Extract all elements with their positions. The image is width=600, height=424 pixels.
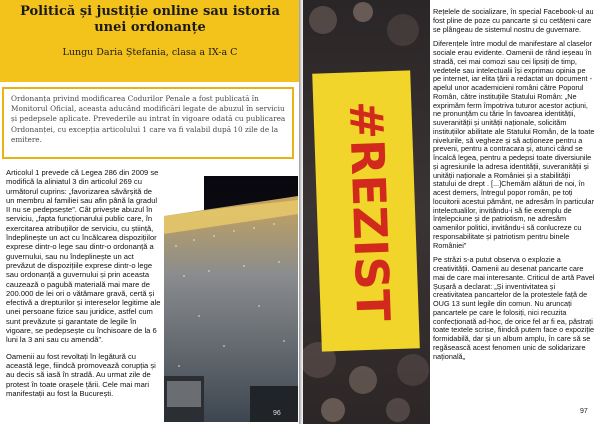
protest-crowd-image: [164, 176, 298, 422]
rezist-sign-image: [303, 0, 430, 424]
page-number-right: 97: [580, 408, 588, 415]
right-paragraph: Pe străzi s-a putut observa o explozie a creativității. Oamenii au desenat pancarte care mai de care mai interesante. Criticul de artă Pavel Șușară a declarat: „Și inventivitatea și creativitatea pancartelor de la protestele față de OUG 13 sunt legile din comun. Nu aruncați pancartele pe care le folosiți, nici recuzita confecționată ad-hoc, de orice fel ar fi ea, păstrați toate textele scrise, fiindcă putem face o expoziție formidabilă, dar și un album amplu, în care să se regăsească acest fenomen unic de solidarizare națională„: [433, 255, 595, 361]
abstract-text: Ordonanța privind modificarea Codurilor Penale a fost publicată în Monitorul Oficial, aceasta aducând modificări legate de abuzul în serviciu și pedepsele aplicate. Prevederile au intrat în vigoare odată cu publicarea Ordonanței, cu excepția articolului 1 care va fi valabil după 10 zile de la emitere.: [11, 94, 286, 144]
right-column: [433, 8, 595, 367]
article-author: Lungu Daria Ștefania, clasa a IX-a C: [62, 47, 238, 58]
rezist-sign-photo: [303, 0, 430, 424]
right-paragraph: Rețelele de socializare, în special Facebook-ul au fost pline de poze cu pancarte și cu cetățeni care se plângeau de sistemul nostru de guvernare.: [433, 7, 594, 34]
abstract-box: [2, 87, 294, 159]
right-page: [303, 0, 600, 424]
right-paragraph: Diferențele între modul de manifestare al claselor sociale erau evidente. Oamenii de rând ieșeau în stradă, cei mai comozi sau cei lipsiți de timp, vedetele sau intelectualii își exprimau opinia pe pe internet, iar elita țării a redactat un document - apelul unor academicieni români către Poporul Român, către instituțiile Statului Român: „Ne exprimăm ferm împotriva tuturor acestor acțiuni, ne pronunțăm cu tărie în favoarea identității, suveranității și unității naționale, solicităm instituțiilor abilitate ale Statului Român, de la toate nivelurile, să vegheze și să acționeze pentru a preveni, pentru a contracara și, atunci când se încalcă legea, pentru a pedepsi toate diversiunile și agresiunile la adresa identității, suveranității și unității naționale a României și a stabilității statului de drept . [...]Chemăm alături de noi, în acest demers, întregul popor român, pe toți locuitorii acestui pământ, ne adresăm în particular intelectualilor, invitându-i să fie exemplu de înțelepciune și de patriotism, ne adresăm oamenilor politici, invitându-i să conlucreze cu responsabilitate și patriotism pentru binele României”: [433, 39, 595, 250]
title-banner: [0, 0, 300, 82]
article-title: Politică și justiție online sau istoria unei ordonanțe: [20, 4, 280, 35]
left-column: [6, 168, 162, 405]
protest-crowd-photo: [164, 176, 298, 422]
page-number-left: 96: [273, 410, 281, 417]
left-paragraph: Oamenii au fost revoltați în legătură cu această lege, fiindcă promovează corupția și au decis să iasă în stradă. Au urmat zile de protest în toate orașele țării. Cele mai mari manifestații au fost la București.: [6, 351, 156, 398]
rezist-sign-text: #REZIST: [338, 99, 401, 322]
left-paragraph: Articolul 1 prevede că Legea 286 din 2009 se modifică la aliniatul 3 din articolul 269 cu următorul cuprins: „favorizarea săvârșită de un membru al familiei sau afin până la gradul II nu se pedepsește”. Cât privește abuzul în serviciu, „fapta funcționarului public care, în exercitarea atribuțiilor de serviciu, cu știință, îndeplinește un act cu încălcarea dispozițiilor exprese dintr-o lege sau dintr-o ordonanță a guvernului, sau nu îndeplinește un act prevăzut de dispozițiile exprese dintr-o lege sau ordonanță a guvernului și prin aceasta cauzează o pagubă materială mai mare de 200.000 de lei ori o vătămare gravă, certă și efectivă a drepturilor și intereselor legitime ale unei persoane fizice sau juridice, astfel cum sunt prevăzute și garantate de legile în vigoare, se pedepsește cu închisoare de la 6 luni la 3 ani sau cu amendă”.: [6, 168, 161, 345]
